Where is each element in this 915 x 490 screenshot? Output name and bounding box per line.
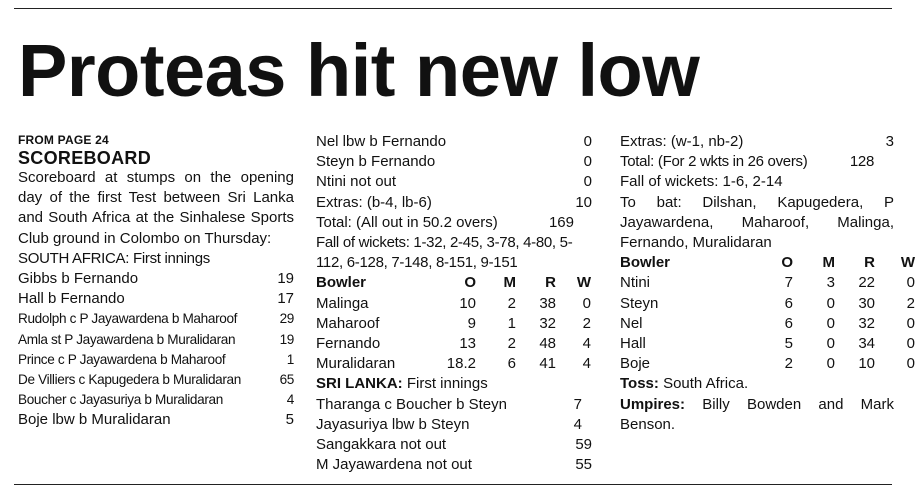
bowling-figure: 48 [539,335,556,353]
batting-row [316,415,592,435]
bowling-header-cell: Bowler [620,254,671,272]
bowler-name: Hall [620,335,646,353]
batting-row [18,269,294,289]
toss-line [620,374,894,394]
batting-row [316,193,592,213]
column-3 [620,132,915,435]
bowling-figure: 0 [826,314,835,332]
toss-label: Toss: [620,375,659,393]
batsman-runs: 10 [575,193,592,211]
bowling-header-cell: M [822,254,835,272]
section-title: SCOREBOARD [18,148,152,168]
bowling-header-cell: R [545,274,556,292]
bowling-figure: 2 [507,294,516,312]
batting-row [316,152,592,172]
total-label: Total: (All out in 50.2 overs) [316,213,498,231]
bowling-header-cell: R [864,254,875,272]
column-2 [316,132,592,475]
bowling-figure: 3 [826,274,835,292]
bowler-name: Muralidaran [316,355,396,373]
bowling-figure: 18.2 [446,355,476,373]
batsman-runs: 59 [575,436,592,454]
batting-row [18,309,294,329]
batting-row [18,390,294,410]
from-page-label: FROM PAGE 24 [18,133,109,147]
bowling-figure: 32 [539,314,556,332]
batsman-runs: 4 [286,392,294,408]
bowling-figure: 41 [539,355,556,373]
innings2-team: SRI LANKA: [316,375,403,393]
total-row [620,152,894,172]
batsman-name: Nel lbw b Fernando [316,133,447,150]
batsman-runs: 7 [573,395,582,413]
fall-of-wickets: Fall of wickets: 1-6, 2-14 [620,173,783,191]
batting-list-south-africa [18,269,294,431]
bottom-rule [14,484,892,485]
batting-row [18,370,294,390]
innings2-label [316,374,592,394]
batsman-name: Ntini not out [316,173,397,191]
bowling-figure: 4 [582,355,591,373]
bowling-figure: 30 [858,294,875,312]
batsman-runs: 1 [286,351,294,367]
bowler-name: Nel [620,314,643,332]
batting-row [18,330,294,350]
batsman-name: Gibbs b Fernando [18,270,139,288]
bowling-figure: 4 [582,335,591,353]
batting-row [316,435,592,455]
bowling-figure: 0 [826,335,835,353]
bowling-figure: 13 [459,335,476,353]
top-rule [14,8,892,9]
batsman-runs: 0 [583,173,592,191]
bowling-figure: 22 [858,274,875,292]
total-value: 128 [849,153,874,171]
umpires-value: Billy Bowden and Mark Benson. [620,395,894,433]
batsman-runs: 4 [573,415,582,433]
bowler-name: Maharoof [316,314,380,332]
batting-row [316,172,592,192]
bowling-header-cell: O [464,274,476,292]
bowling-header-cell: W [900,254,915,272]
batsman-runs: 19 [279,331,294,347]
bowling-header-cell: M [503,274,516,292]
bowling-table-sri-lanka [316,273,592,374]
bowling-header-cell: O [781,254,793,272]
bowling-figure: 32 [858,314,875,332]
innings2-rest: First innings [402,375,488,393]
batsman-runs: 0 [583,153,592,171]
batsman-name: Boje lbw b Muralidaran [18,411,171,429]
intro-paragraph: Scoreboard at stumps on the opening day of the first Test between Sri Lanka and South Africa at the Sinhalese Sports Club ground in Colombo on Thursday: [18,169,294,247]
bowling-figure: 38 [539,294,556,312]
batsman-name: M Jayawardena not out [316,456,472,474]
batting-list-sri-lanka [316,395,592,476]
batsman-runs: 5 [285,411,294,429]
batsman-name: Extras: (b-4, lb-6) [316,193,432,211]
bowling-figure: 6 [507,355,516,373]
batsman-name: Amla st P Jayawardena b Muralidaran [18,331,236,347]
bowling-figure: 34 [858,335,875,353]
batsman-name: Tharanga c Boucher b Steyn [316,395,507,413]
bowling-figure: 6 [784,314,793,332]
fall-of-wickets: Fall of wickets: 1-32, 2-45, 3-78, 4-80, 5-112, 6-128, 7-148, 8-151, 9-151 [316,234,573,272]
batting-list-continued [316,132,592,213]
batting-row [18,350,294,370]
total-row [316,213,592,233]
bowler-name: Boje [620,355,651,373]
extras-row [620,132,894,152]
batsman-runs: 19 [277,270,294,288]
batsman-runs: 65 [279,372,294,388]
batting-row [316,455,592,475]
innings-label: SOUTH AFRICA: First innings [18,249,210,267]
bowling-figure: 0 [906,314,915,332]
bowling-figure: 0 [906,274,915,292]
bowling-figure: 10 [858,355,875,373]
batsman-runs: 55 [575,456,592,474]
bowling-figure: 6 [784,294,793,312]
column-1 [18,132,294,431]
batting-row [18,410,294,430]
bowling-figure: 10 [459,294,476,312]
batsman-name: Boucher c Jayasuriya b Muralidaran [18,392,223,408]
bowler-name: Fernando [316,335,381,353]
bowling-figure: 7 [784,274,793,292]
bowling-figure: 0 [906,335,915,353]
batsman-name: Steyn b Fernando [316,153,436,171]
bowling-figure: 2 [784,355,793,373]
batting-row [18,289,294,309]
bowling-figure: 5 [784,335,793,353]
batsman-name: Prince c P Jayawardena b Maharoof [18,351,226,367]
batsman-name: Jayasuriya lbw b Steyn [316,415,470,433]
bowling-figure: 1 [507,314,516,332]
toss-value: South Africa. [658,375,749,393]
batsman-name: Rudolph c P Jayawardena b Maharoof [18,311,238,327]
batting-row [316,132,592,152]
bowling-table-south-africa [620,253,915,374]
bowler-name: Ntini [620,274,651,292]
bowler-name: Steyn [620,294,659,312]
bowling-header-cell: W [576,274,591,292]
umpires-label: Umpires: [620,395,686,413]
batsman-runs: 17 [277,290,294,308]
bowling-figure: 2 [507,335,516,353]
batsman-name: De Villiers c Kapugedera b Muralidaran [18,372,241,388]
headline: Proteas hit new low [18,29,700,112]
bowler-name: Malinga [316,294,369,312]
bowling-figure: 0 [582,294,591,312]
total-label: Total: (For 2 wkts in 26 overs) [620,153,808,171]
bowling-figure: 0 [906,355,915,373]
bowling-figure: 9 [467,314,476,332]
bowling-figure: 0 [826,294,835,312]
bowling-figure: 0 [826,355,835,373]
batsman-name: Hall b Fernando [18,290,125,308]
bowling-figure: 2 [582,314,591,332]
umpires-line [620,395,894,435]
batsman-runs: 0 [583,133,592,150]
to-bat: To bat: Dilshan, Kapugedera, P Jayawardena, Maharoof, Malinga, Fernando, Muralidaran [620,193,894,252]
total-value: 169 [548,213,574,231]
extras-label: Extras: (w-1, nb-2) [620,133,744,150]
bowling-figure: 2 [906,294,915,312]
batsman-name: Sangakkara not out [316,436,447,454]
bowling-header-cell: Bowler [316,274,367,292]
batting-row [316,395,592,415]
extras-value: 3 [885,133,894,150]
batsman-runs: 29 [279,311,294,327]
